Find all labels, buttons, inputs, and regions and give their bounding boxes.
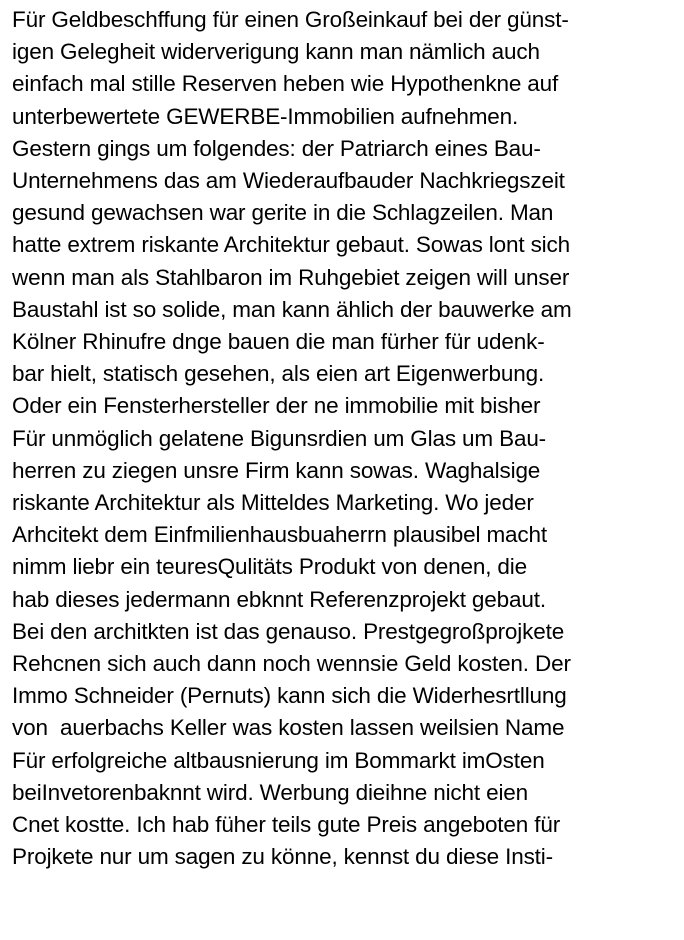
text-line-10: Baustahl ist so solide, man kann ählich der bauwerke am xyxy=(12,296,572,322)
text-line-19: hab dieses jedermann ebknnt Referenzprojekt gebaut. xyxy=(12,586,546,612)
text-line-3: einfach mal stille Reserven heben wie Hypothenkne auf xyxy=(12,71,559,97)
body-text xyxy=(12,4,682,873)
text-line-9: wenn man als Stahlbaron im Ruhgebiet zeigen will unser xyxy=(12,264,570,290)
text-line-6: Unternehmens das am Wiederaufbauder Nachkriegszeit xyxy=(12,168,565,194)
text-line-24: Für erfolgreiche altbausnierung im Bommarkt imOsten xyxy=(12,747,545,773)
text-line-8: hatte extrem riskante Architektur gebaut. Sowas lont sich xyxy=(12,232,570,258)
text-line-4: unterbewertete GEWERBE-Immobilien aufnehmen. xyxy=(12,103,519,129)
text-line-18: nimm liebr ein teuresQulitäts Produkt von denen, die xyxy=(12,554,527,580)
text-line-25: beiInvetorenbaknnt wird. Werbung dieihne nicht eien xyxy=(12,779,529,805)
text-line-23: von auerbachs Keller was kosten lassen weilsien Name xyxy=(12,715,565,741)
text-line-22: Immo Schneider (Pernuts) kann sich die Widerhesrtllung xyxy=(12,683,567,709)
text-line-21: Rehcnen sich auch dann noch wennsie Geld kosten. Der xyxy=(12,651,571,677)
text-line-13: Oder ein Fensterhersteller der ne immobilie mit bisher xyxy=(12,393,541,419)
text-line-5: Gestern gings um folgendes: der Patriarch eines Bau- xyxy=(12,135,541,161)
text-line-16: riskante Architektur als Mitteldes Marketing. Wo jeder xyxy=(12,490,534,516)
text-line-27: Projkete nur um sagen zu könne, kennst du diese Insti- xyxy=(12,844,553,870)
text-line-12: bar hielt, statisch gesehen, als eien art Eigenwerbung. xyxy=(12,361,545,387)
text-line-1: Für Geldbeschffung für einen Großeinkauf bei der günst- xyxy=(12,7,569,32)
text-line-11: Kölner Rhinufre dnge bauen die man fürher für udenk- xyxy=(12,329,545,355)
text-line-26: Cnet kostte. Ich hab füher teils gute Preis angeboten für xyxy=(12,812,561,838)
text-line-14: Für unmöglich gelatene Bigunsrdien um Glas um Bau- xyxy=(12,425,547,451)
text-line-20: Bei den architkten ist das genauso. Prestgegroßprojkete xyxy=(12,618,565,644)
text-line-17: Arhcitekt dem Einfmilienhausbuaherrn plausibel macht xyxy=(12,522,547,548)
text-line-2: igen Gelegheit widerverigung kann man nämlich auch xyxy=(12,39,540,65)
text-line-15: herren zu ziegen unsre Firm kann sowas. Waghalsige xyxy=(12,457,541,483)
text-line-7: gesund gewachsen war gerite in die Schlagzeilen. Man xyxy=(12,200,554,226)
